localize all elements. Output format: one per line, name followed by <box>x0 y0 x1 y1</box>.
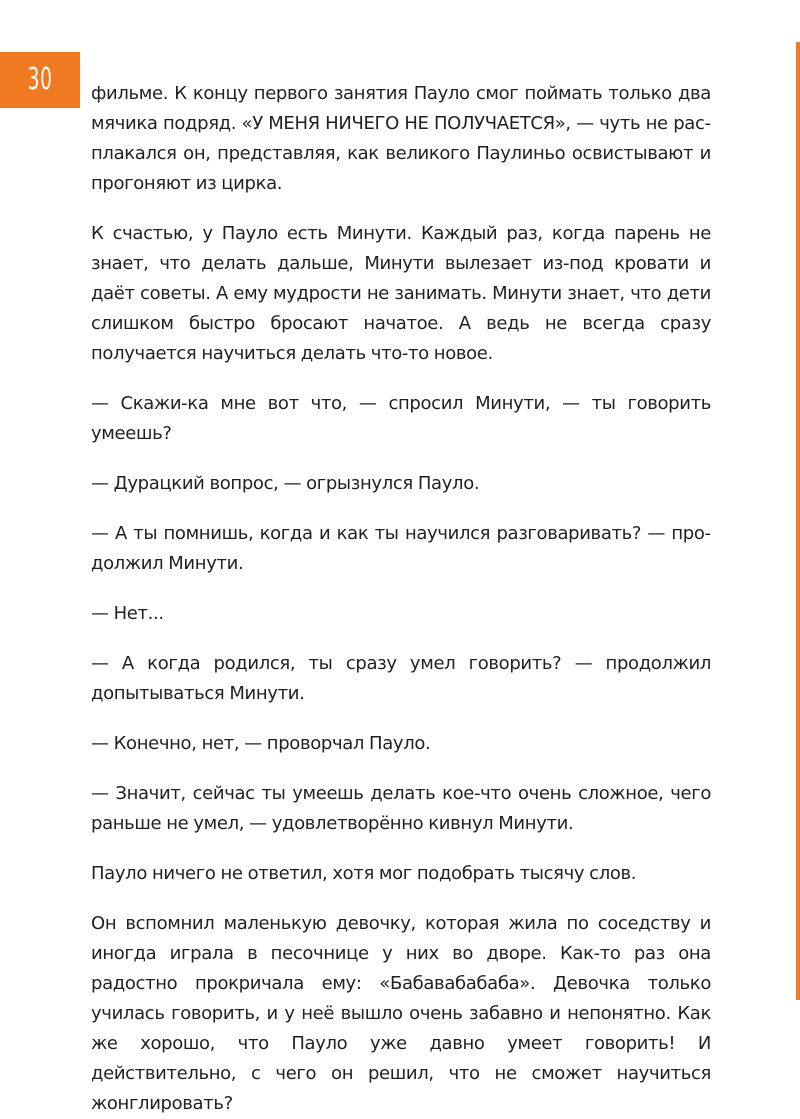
dialogue-line: — Дурацкий вопрос, — огрызнулся Пауло. <box>91 473 480 494</box>
page-number-tab <box>0 52 80 108</box>
page-edge-stripe <box>796 42 800 1000</box>
paragraph: Он вспомнил маленькую девочку, которая жила по соседству и иногда играла в песочнице у них во дворе. Как-то раз она радостно прокричала ему: «Бабавабабаба». Девочка только училась говорить, и у неё вышло очень забавно и непонятно. Как же хорошо, что Пауло уже давно умеет говорить! И действительно, с чего он решил, что не сможет научиться жонглировать? <box>91 913 711 1114</box>
paragraph: фильме. К концу первого занятия Пауло смог поймать только два мячика подряд. «У МЕНЯ НИЧЕГО НЕ ПОЛУЧАЕТСЯ», — чуть не расплакался он, представляя, как великого Паулиньо освистывают и прогоняют из цирка. <box>91 83 711 194</box>
paragraph: Пауло ничего не ответил, хотя мог подобрать тысячу слов. <box>91 863 637 884</box>
dialogue-line: — Нет... <box>91 603 164 624</box>
dialogue-line: — Скажи-ка мне вот что, — спросил Минути, — ты говорить умеешь? <box>91 393 711 444</box>
paragraph: К счастью, у Пауло есть Минути. Каждый раз, когда парень не знает, что делать дальше, Минути вылезает из-под кровати и даёт советы. А ему мудрости не занимать. Минути знает, что дети слишком быстро бросают начатое. А ведь не всегда сразу получается научиться делать что-то новое. <box>91 223 711 364</box>
dialogue-line: — А когда родился, ты сразу умел говорить? — продолжил допытываться Минути. <box>91 653 711 704</box>
body-text <box>91 79 711 1119</box>
dialogue-line: — А ты помнишь, когда и как ты научился разговаривать? — продолжил Минути. <box>91 523 711 574</box>
dialogue-line: — Значит, сейчас ты умеешь делать кое-что очень сложное, чего раньше не умел, — удовлетворённо кивнул Минути. <box>91 783 711 834</box>
dialogue-line: — Конечно, нет, — проворчал Пауло. <box>91 733 431 754</box>
page-number: 30 <box>27 62 53 97</box>
